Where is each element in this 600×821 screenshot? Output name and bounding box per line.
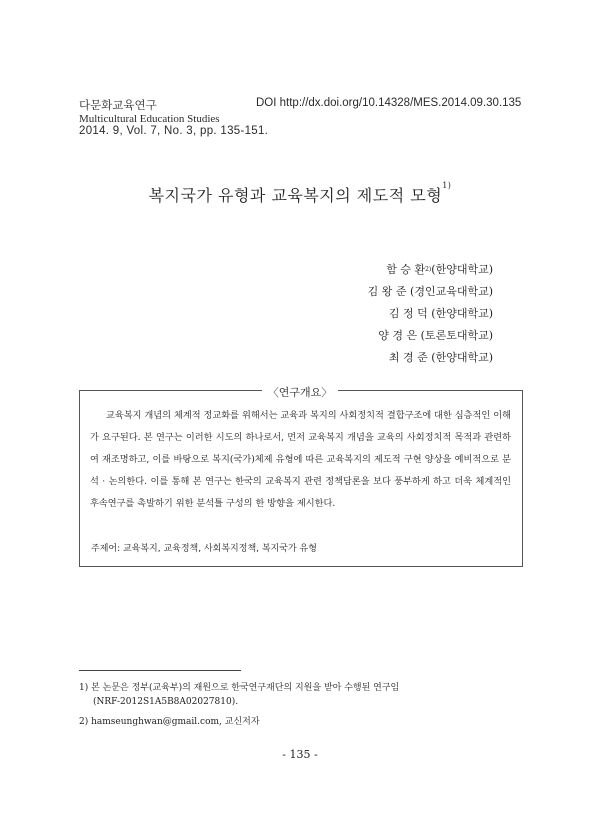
footnote-2: 2) hamseunghwan@gmail.com, 교신저자 xyxy=(79,717,260,727)
abstract-body: 교육복지 개념의 체계적 정교화를 위해서는 교육과 복지의 사회정치적 결합구조에 대한 심층적인 이해가 요구된다. 본 연구는 이러한 시도의 하나로서, 먼저 교육복지 개념을 교육의 사회정치적 목적과 관련하여 재조명하고, 이를 바탕으로 복지(국가)체제 유형에 따른 교육복지의 제도적 구현 양상을 예비적으로 분석 · 논의한다. 이를 통해 본 연구는 한국의 교육복지 관련 정책담론을 보다 풍부하게 하고 더욱 체계적인 후속연구를 촉발하기 위한 분석틀 구성의 한 방향을 제시한다. xyxy=(90,410,511,509)
author-name: 최 경 준 xyxy=(388,351,428,364)
abstract-heading-text: 〈연구개요〉 xyxy=(262,386,339,399)
author-line xyxy=(293,327,493,349)
footnote-divider xyxy=(79,670,241,671)
author-affiliation: (경인교육대학교) xyxy=(406,285,493,298)
paper-title-text: 복지국가 유형과 교육복지의 제도적 모형 xyxy=(148,186,443,205)
keywords: 주제어: 교육복지, 교육정책, 사회복지정책, 복지국가 유형 xyxy=(91,544,317,554)
author-affiliation: (한양대학교) xyxy=(427,307,493,320)
author-name: 함 승 환 xyxy=(386,263,426,276)
doi-link[interactable]: DOI http://dx.doi.org/10.14328/MES.2014.09.30.135 xyxy=(256,97,522,109)
author-line xyxy=(293,261,493,283)
author-affiliation: (한양대학교) xyxy=(431,263,493,276)
author-line xyxy=(293,349,493,371)
author-footnote-marker: 2) xyxy=(425,266,432,273)
paper-title xyxy=(0,183,600,206)
author-name: 김 정 덕 xyxy=(388,307,428,320)
author-affiliation: (한양대학교) xyxy=(427,351,493,364)
abstract-heading xyxy=(0,381,600,400)
journal-title-english: Multicultural Education Studies xyxy=(79,113,220,125)
volume-info: 2014. 9, Vol. 7, No. 3, pp. 135-151. xyxy=(79,125,269,137)
author-line xyxy=(293,305,493,327)
title-footnote-marker: 1) xyxy=(442,181,452,190)
author-name: 양 경 은 xyxy=(378,329,418,342)
author-list xyxy=(293,261,493,371)
author-line xyxy=(293,283,493,305)
footnote-1: 1) 본 논문은 정부(교육부)의 재원으로 한국연구재단의 지원을 받아 수행된 연구임 xyxy=(79,683,400,693)
journal-title-korean: 다문화교육연구 xyxy=(79,98,157,112)
author-affiliation: (토론토대학교) xyxy=(417,329,493,342)
footnote-1-continued: (NRF-2012S1A5B8A02027810). xyxy=(93,697,239,707)
author-name: 김 왕 준 xyxy=(367,285,407,298)
page-number: - 135 - xyxy=(282,748,318,761)
